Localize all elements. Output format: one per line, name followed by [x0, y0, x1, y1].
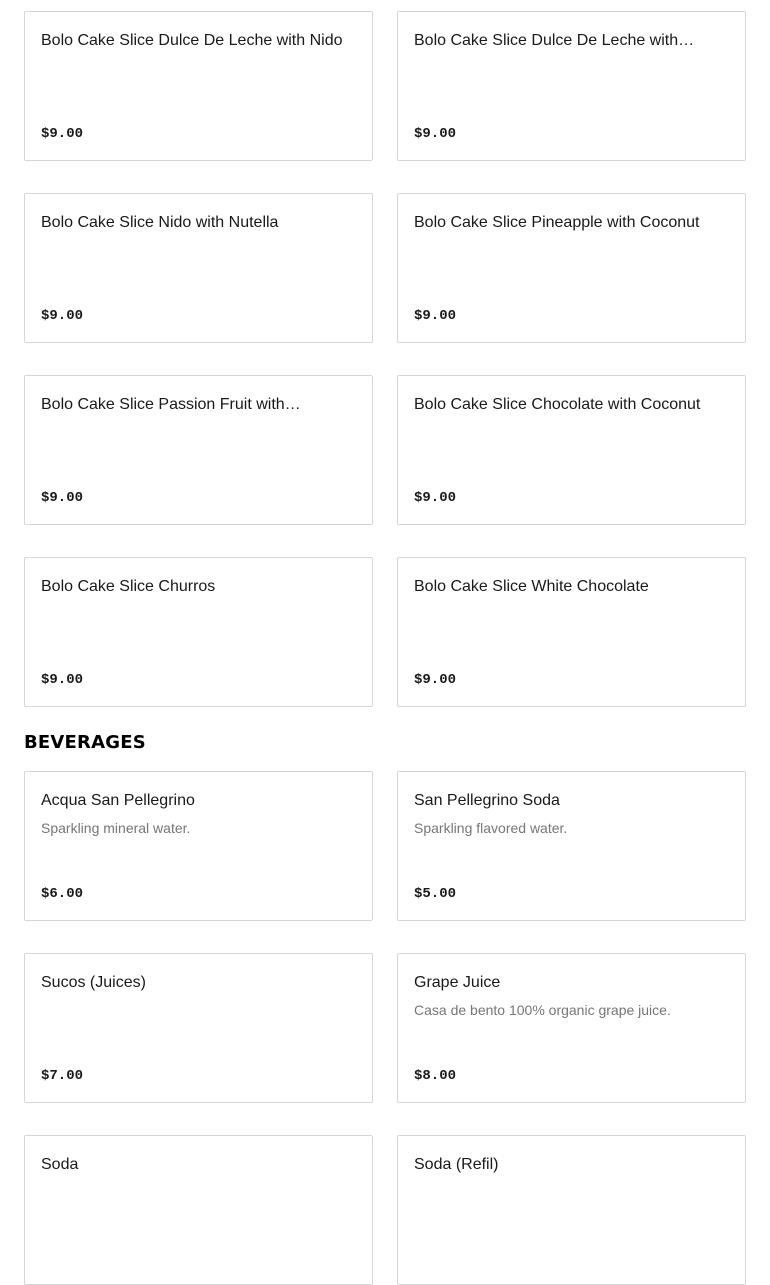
menu-item-name: Bolo Cake Slice White Chocolate	[414, 578, 649, 595]
menu-item-card[interactable]	[24, 557, 373, 707]
menu-item-price: $9.00	[41, 308, 84, 324]
menu-item-name: Bolo Cake Slice Chocolate with Coconut	[414, 396, 701, 413]
menu-item-card[interactable]	[397, 557, 746, 707]
menu-item-card[interactable]	[397, 11, 746, 161]
menu-item-name: Bolo Cake Slice Nido with Nutella	[41, 214, 279, 231]
menu-item-price: $9.00	[41, 126, 84, 142]
menu-item-name: Soda (Refil)	[414, 1156, 499, 1173]
menu-item-card[interactable]	[397, 375, 746, 525]
menu-item-card[interactable]	[24, 193, 373, 343]
menu-item-card[interactable]	[24, 375, 373, 525]
menu-item-name: Bolo Cake Slice Dulce De Leche with…	[414, 32, 695, 49]
menu-item-price: $6.00	[41, 886, 84, 902]
menu-item-card[interactable]	[397, 193, 746, 343]
section-title-beverages: BEVERAGES	[24, 732, 146, 753]
menu-item-description: Sparkling flavored water.	[414, 820, 568, 836]
menu-item-description: Sparkling mineral water.	[41, 820, 191, 836]
menu-item-price: $9.00	[414, 490, 457, 506]
menu-item-price: $9.00	[414, 308, 457, 324]
menu-item-name: Bolo Cake Slice Dulce De Leche with Nido	[41, 32, 343, 49]
menu-item-name: Bolo Cake Slice Churros	[41, 578, 216, 595]
menu-item-price: $9.00	[414, 672, 457, 688]
menu-item-name: Soda	[41, 1156, 79, 1173]
menu-item-name: Acqua San Pellegrino	[41, 792, 195, 809]
menu-item-price: $8.00	[414, 1068, 457, 1084]
menu-item-card[interactable]	[397, 953, 746, 1103]
menu-item-name: Grape Juice	[414, 974, 501, 991]
cake-slices-grid	[24, 11, 746, 707]
menu-item-name: Sucos (Juices)	[41, 974, 146, 991]
menu-item-price: $9.00	[41, 490, 84, 506]
menu-item-price: $5.00	[414, 886, 457, 902]
menu-item-card[interactable]	[24, 771, 373, 921]
beverages-grid	[24, 771, 746, 1285]
menu-item-price: $7.00	[41, 1068, 84, 1084]
menu-item-name: Bolo Cake Slice Pineapple with Coconut	[414, 214, 700, 231]
menu-item-card[interactable]	[24, 11, 373, 161]
menu-item-name: Bolo Cake Slice Passion Fruit with…	[41, 396, 301, 413]
menu-item-card[interactable]	[397, 1135, 746, 1285]
menu-item-card[interactable]	[24, 1135, 373, 1285]
menu-item-name: San Pellegrino Soda	[414, 792, 560, 809]
menu-item-price: $9.00	[41, 672, 84, 688]
menu-item-price: $9.00	[414, 126, 457, 142]
menu-item-card[interactable]	[24, 953, 373, 1103]
menu-item-description: Casa de bento 100% organic grape juice.	[414, 1002, 671, 1018]
menu-item-card[interactable]	[397, 771, 746, 921]
